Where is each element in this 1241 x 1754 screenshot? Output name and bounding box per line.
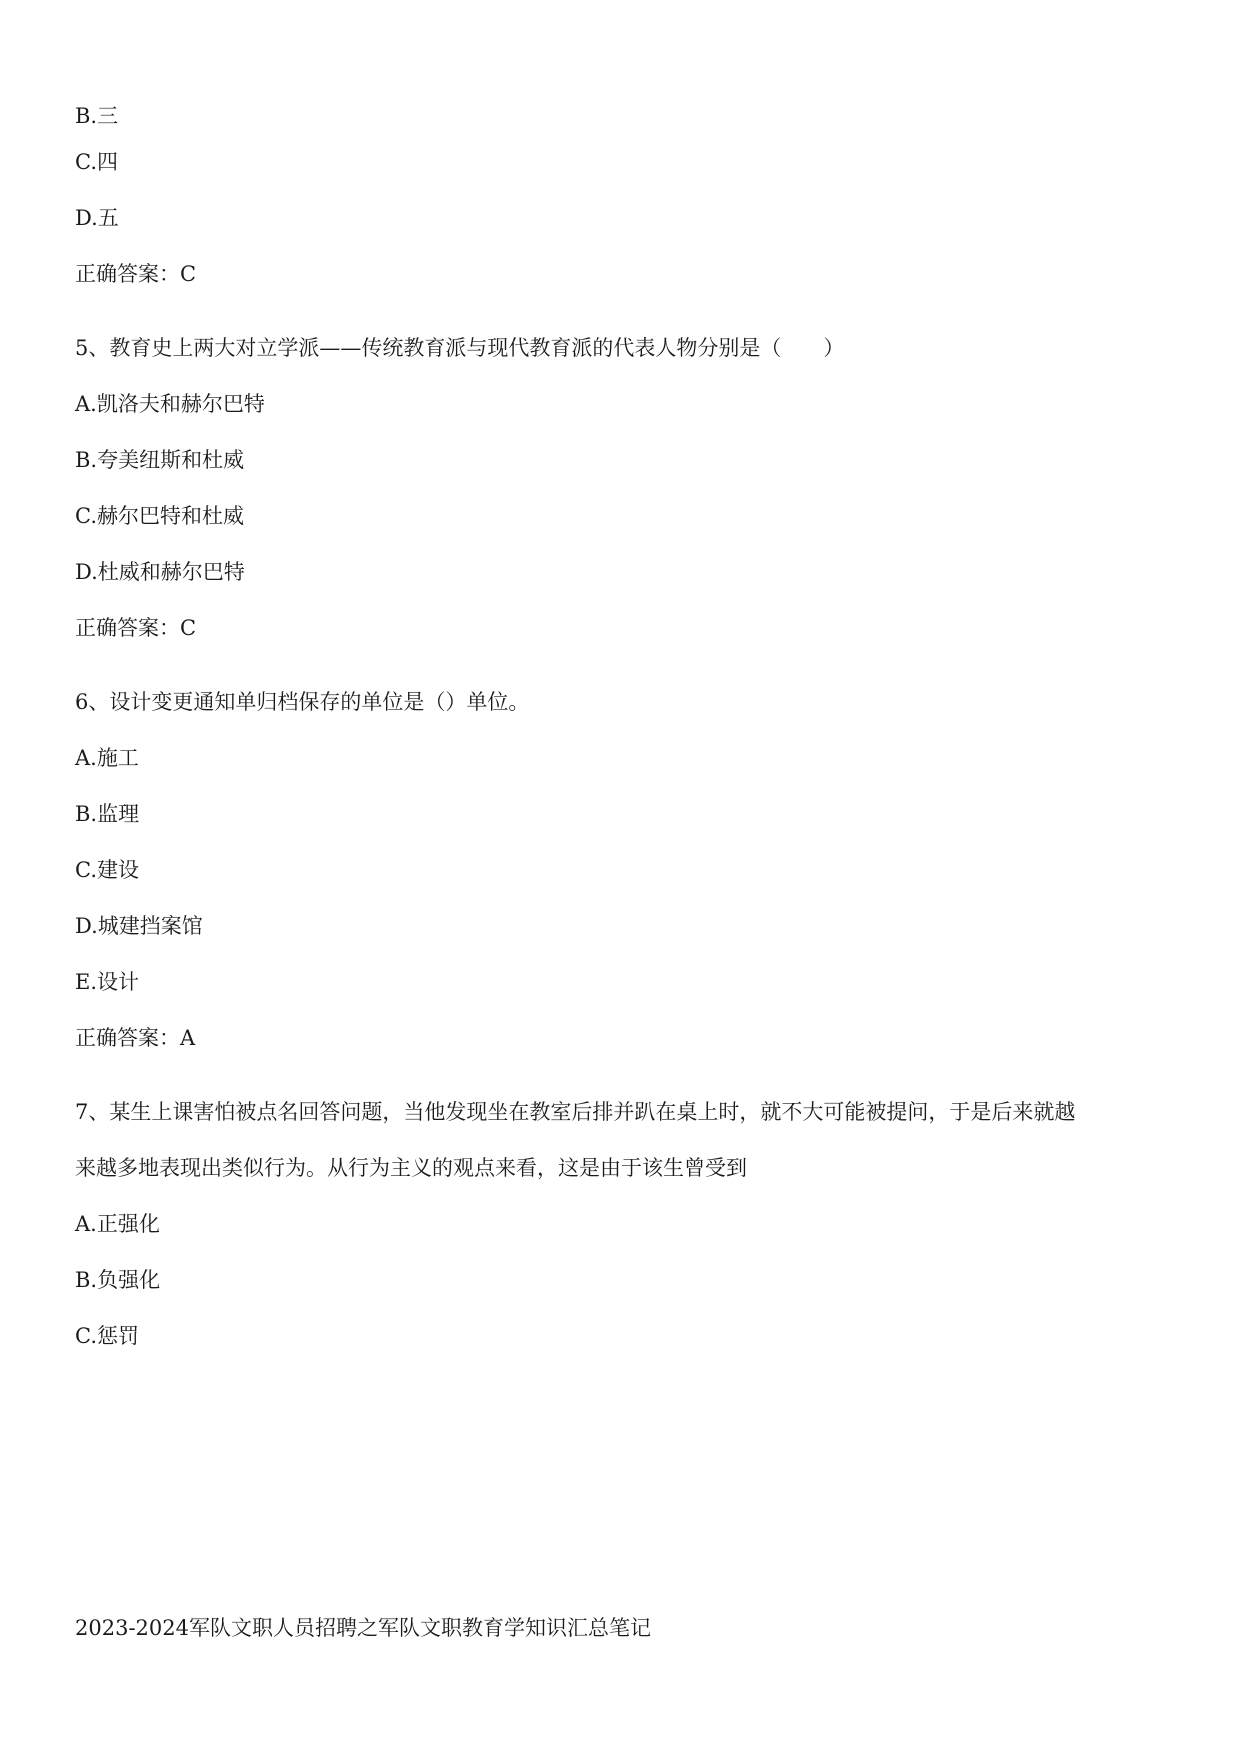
question-7-option-b: B.负强化: [75, 1268, 161, 1292]
option-c-prev: C.四: [75, 150, 118, 174]
page-footer: 2023-2024军队文职人员招聘之军队文职教育学知识汇总笔记: [75, 1616, 651, 1640]
question-6-option-b: B.监理: [75, 802, 140, 826]
option-d-prev: D.五: [75, 206, 119, 230]
question-7-stem-line-2: 来越多地表现出类似行为。从行为主义的观点来看，这是由于该生曾受到: [75, 1156, 747, 1180]
question-5-option-d: D.杜威和赫尔巴特: [75, 560, 245, 584]
option-b-prev: B.三: [75, 104, 119, 128]
question-6-option-c: C.建设: [75, 858, 139, 882]
question-7-stem-line-1: 7、某生上课害怕被点名回答问题，当他发现坐在教室后排并趴在桌上时，就不大可能被提问，于是后来就越: [75, 1100, 1076, 1124]
question-6-option-a: A.施工: [75, 746, 139, 770]
question-6-option-d: D.城建挡案馆: [75, 914, 203, 938]
question-7-option-a: A.正强化: [75, 1212, 160, 1236]
question-7-option-c: C.惩罚: [75, 1324, 139, 1348]
question-6-stem: 6、设计变更通知单归档保存的单位是（）单位。: [75, 690, 530, 714]
question-5-answer: 正确答案：C: [75, 616, 197, 640]
question-5-option-c: C.赫尔巴特和杜威: [75, 504, 244, 528]
question-6-option-e: E.设计: [75, 970, 140, 994]
question-6-answer: 正确答案：A: [75, 1026, 196, 1050]
question-5-option-b: B.夸美纽斯和杜威: [75, 448, 245, 472]
answer-prev: 正确答案：C: [75, 262, 197, 286]
question-5-option-a: A.凯洛夫和赫尔巴特: [75, 392, 265, 416]
question-5-stem: 5、教育史上两大对立学派——传统教育派与现代教育派的代表人物分别是（ ）: [75, 336, 845, 360]
